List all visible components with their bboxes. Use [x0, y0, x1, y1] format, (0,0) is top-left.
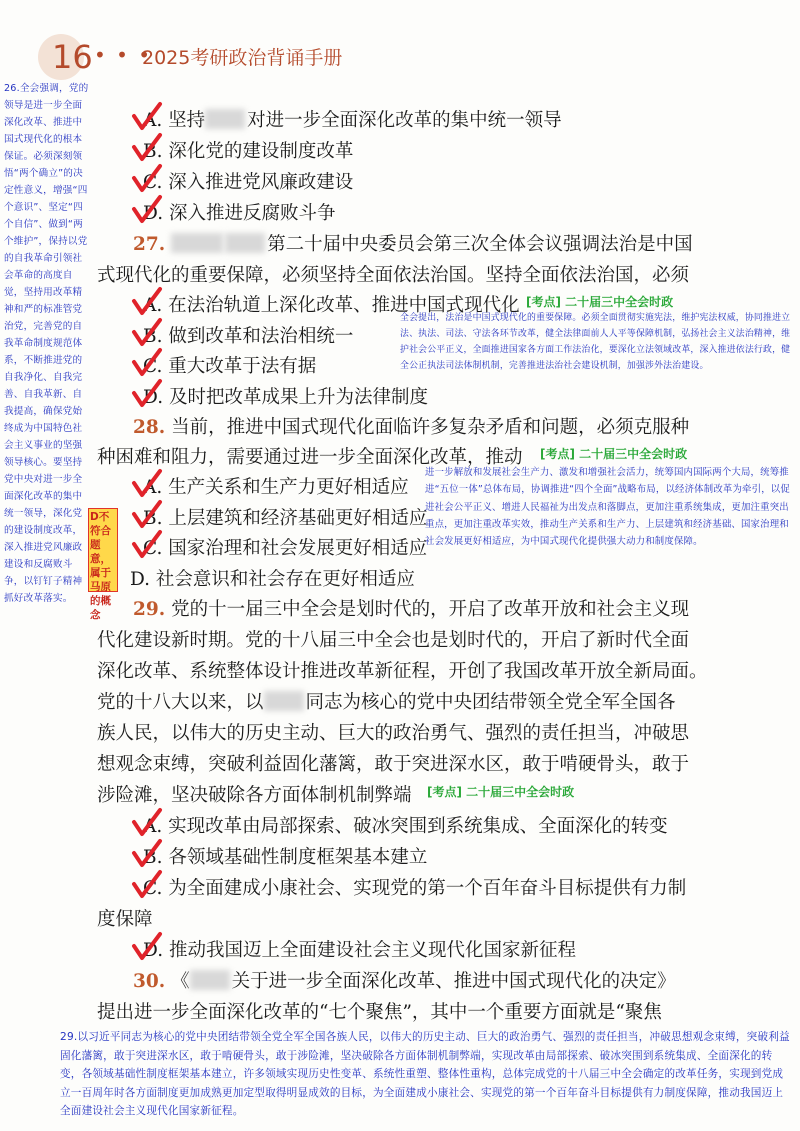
q29-stem-line2: 代化建设新时期。党的十八届三中全会也是划时代的，开启了新时代全面 — [97, 630, 690, 651]
q28-stem-line1: 28. 当前，推进中国式现代化面临许多复杂矛盾和问题，必须克服种 — [133, 417, 690, 438]
check-mark-icon — [134, 197, 160, 221]
q28-option-a: A. 生产关系和生产力更好相适应 — [143, 477, 409, 498]
q29-stem-line4: 党的十八大以来，以 同志为核心的党中央团结带领全党全军全国各 — [97, 692, 676, 713]
q26-option-d: D. 深入推进反腐败斗争 — [143, 203, 336, 224]
q27-option-d: D. 及时把改革成果上升为法律制度 — [143, 387, 428, 408]
q27-stem-line2: 式现代化的重要保障，必须坚持全面依法治国。坚持全面依法治国，必须 — [97, 265, 690, 286]
q28-stem-line2: 种困难和阻力，需要通过进一步全面深化改革，推动 — [97, 447, 523, 468]
handwritten-note-q26: 26.全会强调，党的领导是进一步全面深化改革、推进中国式现代化的根本保证。必须深刻领悟“两个确立”的决定性意义，增强“四个意识”、坚定“四个自信”、做到“两个维护”，保持以党的自我革命引领社会革命的高度自觉，坚持用改革精神和严的标准管党治党，完善党的自我革命制度规范体系，不断推进党的自我净化、自我完善、自我革新、自我提高，确保党始终成为中国特色社会主义事业的坚强领导核心。要坚持党中央对进一步全面深化改革的集中统一领导，深化党的建设制度改革，深入推进党风廉政建设和反腐败斗争，以钉钉子精神抓好改革落实。 — [4, 83, 89, 604]
page-number: 16 — [52, 38, 93, 76]
q27-option-b: B. 做到改革和法治相统一 — [143, 326, 354, 347]
check-mark-icon — [134, 104, 160, 128]
q27-option-c: C. 重大改革于法有据 — [143, 356, 317, 377]
check-mark-icon — [134, 166, 160, 190]
q30-stem-line2: 提出进一步全面深化改革的“七个聚焦”，其中一个重要方面就是“聚焦 — [97, 1002, 662, 1023]
handwritten-note-q27: 全会提出，法治是中国式现代化的重要保障。必须全面贯彻实施宪法，维护宪法权威，协同推进立法、执法、司法、守法各环节改革，健全法律面前人人平等保障机制，弘扬社会主义法治精神，维护社会公平正义，全面推进国家各方面工作法治化，要深化立法领域改革，深入推进依法行政，健全公正执法司法体制机制，完善推进法治社会建设机制，加强涉外法治建设。 — [400, 313, 791, 371]
book-title: 2025考研政治背诵手册 — [142, 47, 343, 69]
q29-option-c: C. 为全面建成小康社会、实现党的第一个百年奋斗目标提供有力制 — [143, 878, 687, 899]
q27-kaodian: [考点] 二十届三中全会时政 — [526, 295, 674, 309]
q30-number: 30. — [133, 971, 166, 992]
header-dots: • • • — [94, 43, 153, 67]
check-mark-icon — [134, 532, 160, 556]
check-mark-icon — [134, 872, 160, 896]
check-mark-icon — [134, 841, 160, 865]
check-mark-icon — [134, 320, 160, 344]
q26-option-c: C. 深入推进党风廉政建设 — [143, 172, 354, 193]
q27-number: 27. — [133, 234, 166, 255]
q29-option-d: D. 推动我国迈上全面建设社会主义现代化国家新征程 — [143, 940, 576, 961]
handwritten-note-q28: 进一步解放和发展社会生产力、激发和增强社会活力，统筹国内国际两个大局，统筹推进“五位一体”总体布局，协调推进“四个全面”战略布局，以经济体制改革为牵引，以促进社会公平正义、增进人民福祉为出发点和落脚点，更加注重系统集成，更加注重突出重点，更加注重改革实效，推动生产关系和生产力、上层建筑和经济基础、国家治理和社会发展更好相适应，为中国式现代化提供强大动力和制度保障。 — [425, 467, 790, 548]
q29-stem-line3: 深化改革、系统整体设计推进改革新征程，开创了我国改革开放全新局面。 — [97, 661, 708, 682]
q29-kaodian: [考点] 二十届三中全会时政 — [427, 785, 575, 799]
handwritten-note-q29: 29.以习近平同志为核心的党中央团结带领全党全军全国各族人民，以伟大的历史主动、巨大的政治勇气、强烈的责任担当，冲破思想观念束缚，突破利益固化藩篱，敢于突进深水区，敢于啃硬骨头，敢于涉险滩，坚决破除各方面体制机制弊端，实现改革由局部探索、破冰突围到系统集成、全面深化的转变，各领域基础性制度框架基本建立，许多领域实现历史性变革、系统性重塑、整体性重构，总体完成党的十八届三中全会确定的改革任务，实现到党成立一百周年时各方面制度更加成熟更加定型取得明显成效的目标，为全面建成小康社会、实现党的第一个百年奋斗目标提供有力制度保障，推动我国迈上全面建设社会主义现代化国家新征程。 — [60, 1031, 790, 1117]
q28-kaodian: [考点] 二十届三中全会时政 — [540, 447, 688, 461]
check-mark-icon — [134, 810, 160, 834]
check-mark-icon — [134, 135, 160, 159]
q28-option-b: B. 上层建筑和经济基础更好相适应 — [143, 508, 428, 529]
check-mark-icon — [134, 502, 160, 526]
q29-stem-line5: 族人民，以伟大的历史主动、巨大的政治勇气、强烈的责任担当，冲破思 — [97, 723, 690, 744]
q28-number: 28. — [133, 417, 166, 438]
check-mark-icon — [134, 934, 160, 958]
check-mark-icon — [134, 289, 160, 313]
q29-stem-line7: 涉险滩，坚决破除各方面体制机制弊端 — [97, 785, 412, 806]
q29-stem-line1: 29. 党的十一届三中全会是划时代的，开启了改革开放和社会主义现 — [133, 599, 690, 620]
q28-option-d: D. 社会意识和社会存在更好相适应 — [130, 569, 415, 590]
q26-option-b: B. 深化党的建设制度改革 — [143, 141, 354, 162]
q27-stem-line1: 27. 第二十届中央委员会第三次全体会议强调法治是中国 — [133, 234, 693, 255]
q26-option-a: A. 坚持 对进一步全面深化改革的集中统一领导 — [143, 110, 562, 131]
q27-option-a: A. 在法治轨道上深化改革、推进中国式现代化 — [143, 295, 520, 316]
q29-number: 29. — [133, 599, 166, 620]
red-margin-note: D不符合题意，属于马原的概念 — [88, 508, 118, 592]
check-mark-icon — [134, 471, 160, 495]
q29-option-b: B. 各领域基础性制度框架基本建立 — [143, 847, 428, 868]
q29-option-c-cont: 度保障 — [97, 909, 153, 930]
check-mark-icon — [134, 381, 160, 405]
q28-option-c: C. 国家治理和社会发展更好相适应 — [143, 538, 428, 559]
check-mark-icon — [134, 350, 160, 374]
q30-stem-line1: 30. 《 关于进一步全面深化改革、推进中国式现代化的决定》 — [133, 971, 676, 992]
q29-option-a: A. 实现改革由局部探索、破冰突围到系统集成、全面深化的转变 — [143, 816, 668, 837]
q29-stem-line6: 想观念束缚，突破利益固化藩篱，敢于突进深水区，敢于啃硬骨头，敢于 — [97, 754, 690, 775]
